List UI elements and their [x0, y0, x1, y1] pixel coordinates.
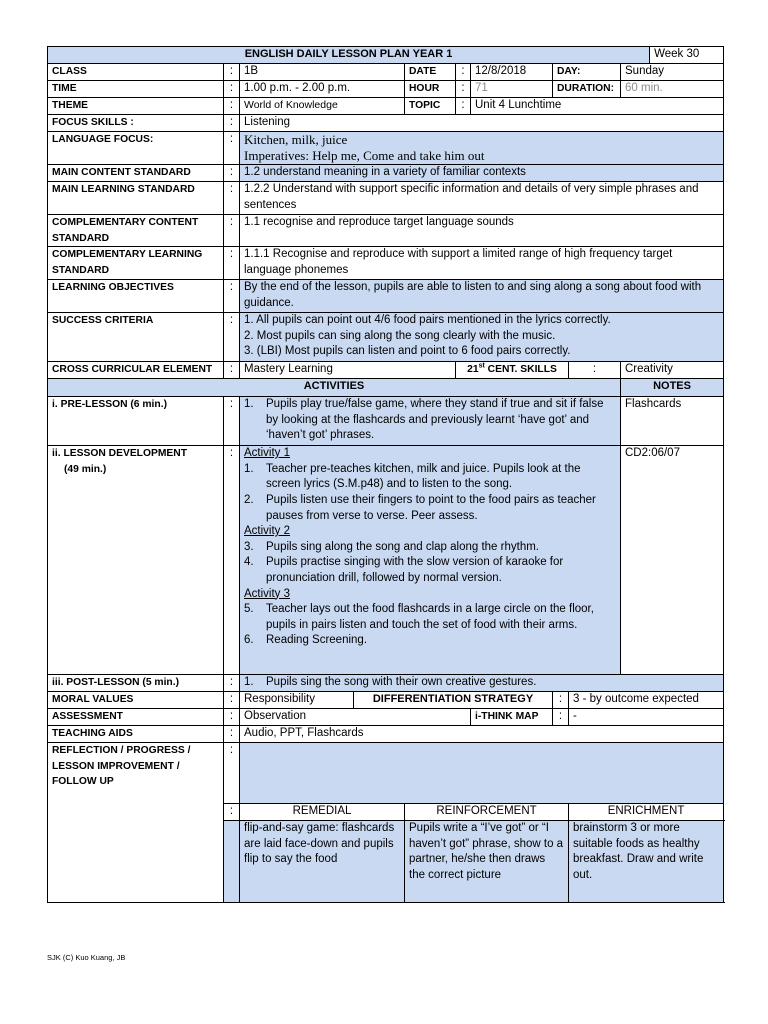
item-number: 2. — [244, 493, 254, 506]
moral-values-label: MORAL VALUES — [48, 692, 224, 709]
class-label: CLASS — [48, 64, 224, 81]
list-item — [244, 540, 616, 556]
enrichment-value: brainstorm 3 or more suitable foods as healthy breakfast. Draw and write out. — [569, 821, 724, 903]
main-content-standard-label: MAIN CONTENT STANDARD — [48, 165, 224, 182]
theme-label: THEME — [48, 98, 224, 115]
pre-lesson-notes: Flashcards — [621, 397, 724, 446]
language-focus-line: Kitchen, milk, juice — [244, 132, 348, 147]
item-number: 1. — [244, 676, 254, 689]
language-focus-line: Imperatives: Help me, Come and take him out — [244, 148, 485, 163]
list-item — [244, 397, 616, 444]
lesson-development-duration: (49 min.) — [64, 463, 107, 475]
lesson-development-notes: CD2:06/07 — [621, 446, 724, 675]
complementary-learning-standard-label: COMPLEMENTARY LEARNING STANDARD — [48, 247, 224, 280]
cent-skills-label — [456, 362, 569, 379]
colon: : — [224, 692, 240, 709]
item-number: 4. — [244, 556, 254, 569]
hour-value: 71 — [471, 81, 553, 98]
hour-label: HOUR — [405, 81, 456, 98]
colon: : — [224, 397, 240, 446]
colon: : — [224, 64, 240, 81]
lesson-development-label — [48, 446, 224, 675]
colon: : — [553, 709, 569, 726]
item-text: Pupils sing along the song and clap along the rhythm. — [266, 540, 539, 553]
list-item — [244, 675, 719, 691]
teaching-aids-label: TEACHING AIDS — [48, 726, 224, 743]
list-item — [244, 462, 616, 493]
colon: : — [224, 743, 240, 804]
main-content-standard-value: 1.2 understand meaning in a variety of familiar contexts — [240, 165, 724, 182]
language-focus-value — [240, 132, 724, 165]
colon: : — [553, 692, 569, 709]
lesson-development-title: ii. LESSON DEVELOPMENT — [52, 448, 188, 460]
language-focus-label: LANGUAGE FOCUS: — [48, 132, 224, 165]
colon: : — [224, 215, 240, 247]
list-item — [244, 602, 616, 633]
ithink-value: - — [569, 709, 724, 726]
success-criteria-item: 3. (LBI) Most pupils can listen and point to 6 food pairs correctly. — [244, 345, 571, 358]
notes-header: NOTES — [621, 379, 724, 397]
pre-lesson-content — [240, 397, 621, 446]
cross-curricular-label: CROSS CURRICULAR ELEMENT — [48, 362, 224, 379]
list-item — [244, 633, 616, 649]
colon: : — [224, 709, 240, 726]
date-label: DATE — [405, 64, 456, 81]
plan-title: ENGLISH DAILY LESSON PLAN YEAR 1 — [48, 47, 650, 64]
item-text: Teacher pre-teaches kitchen, milk and juice. Pupils look at the screen lyrics (S.M.p48) and to listen to the song. — [266, 462, 581, 491]
item-number: 1. — [244, 398, 254, 411]
item-number: 6. — [244, 634, 254, 647]
remedial-value: flip-and-say game: flashcards are laid face-down and pupils flip to say the food — [240, 821, 405, 903]
success-criteria-item: 1. All pupils can point out 4/6 food pairs mentioned in the lyrics correctly. — [244, 314, 611, 327]
spacer-cell — [224, 821, 240, 903]
complementary-content-standard-value: 1.1 recognise and reproduce target language sounds — [240, 215, 724, 247]
colon: : — [224, 115, 240, 132]
week-label: Week 30 — [650, 47, 724, 64]
reflection-value — [240, 743, 724, 804]
cent-skills-label-suffix: CENT. SKILLS — [484, 364, 557, 376]
colon: : — [224, 675, 240, 692]
list-item — [244, 493, 616, 524]
colon: : — [224, 362, 240, 379]
focus-skills-value: Listening — [240, 115, 724, 132]
colon: : — [224, 313, 240, 362]
colon: : — [224, 165, 240, 182]
colon: : — [224, 132, 240, 165]
list-item — [244, 555, 616, 586]
item-text: Pupils listen use their fingers to point to the food pairs as teacher pauses from verse to verse. Peer assess. — [266, 493, 596, 522]
colon: : — [224, 726, 240, 743]
item-text: Pupils practise singing with the slow version of karaoke for pronunciation drill, followed by normal version. — [266, 556, 564, 584]
post-lesson-label: iii. POST-LESSON (5 min.) — [48, 675, 224, 692]
success-criteria-item: 2. Most pupils can sing along the song clearly with the music. — [244, 329, 556, 342]
activity-heading: Activity 2 — [244, 525, 291, 538]
colon: : — [456, 98, 471, 115]
complementary-content-standard-label: COMPLEMENTARY CONTENT STANDARD — [48, 215, 224, 247]
activities-header: ACTIVITIES — [48, 379, 621, 397]
theme-value: World of Knowledge — [240, 98, 405, 115]
post-lesson-content — [240, 675, 724, 692]
reinforcement-header: REINFORCEMENT — [405, 804, 569, 821]
activity-heading: Activity 1 — [244, 447, 291, 460]
item-text: Teacher lays out the food flashcards in a large circle on the floor, pupils in pairs listen and touch the set of food with their arms. — [266, 603, 594, 631]
assessment-value: Observation — [240, 709, 471, 726]
cross-curricular-value: Mastery Learning — [240, 362, 456, 379]
item-text: Pupils play true/false game, where they stand if true and sit if false by looking at the flashcards and previously learnt ‘have got’ and ‘haven’t got’ phrases. — [266, 398, 604, 442]
colon: : — [456, 81, 471, 98]
colon: : — [224, 280, 240, 313]
learning-objectives-value: By the end of the lesson, pupils are able to listen to and sing along a song about food with guidance. — [240, 280, 724, 313]
date-value: 12/8/2018 — [471, 64, 553, 81]
cent-skills-label-prefix: 21 — [467, 364, 479, 376]
footer-text: SJK (C) Kuo Kuang, JB — [47, 953, 126, 962]
time-value: 1.00 p.m. - 2.00 p.m. — [240, 81, 405, 98]
colon: : — [224, 247, 240, 280]
reflection-label: REFLECTION / PROGRESS / LESSON IMPROVEMENT / FOLLOW UP — [48, 743, 224, 903]
success-criteria-label: SUCCESS CRITERIA — [48, 313, 224, 362]
colon: : — [224, 446, 240, 675]
teaching-aids-value: Audio, PPT, Flashcards — [240, 726, 724, 743]
differentiation-label: DIFFERENTIATION STRATEGY — [354, 692, 553, 709]
colon: : — [569, 362, 621, 379]
time-label: TIME — [48, 81, 224, 98]
cent-skills-value: Creativity — [621, 362, 724, 379]
topic-label: TOPIC — [405, 98, 456, 115]
activity-heading: Activity 3 — [244, 587, 291, 600]
learning-objectives-label: LEARNING OBJECTIVES — [48, 280, 224, 313]
item-number: 5. — [244, 603, 254, 616]
success-criteria-value — [240, 313, 724, 362]
ithink-label: i-THINK MAP — [471, 709, 553, 726]
colon: : — [224, 804, 240, 821]
lesson-development-content — [240, 446, 621, 675]
class-value: 1B — [240, 64, 405, 81]
colon: : — [224, 182, 240, 215]
moral-values-value: Responsibility — [240, 692, 354, 709]
item-number: 3. — [244, 540, 254, 553]
remedial-header: REMEDIAL — [240, 804, 405, 821]
item-text: Reading Screening. — [266, 634, 368, 647]
colon: : — [224, 98, 240, 115]
duration-label: DURATION: — [553, 81, 621, 98]
colon: : — [456, 64, 471, 81]
main-learning-standard-label: MAIN LEARNING STANDARD — [48, 182, 224, 215]
focus-skills-label: FOCUS SKILLS : — [48, 115, 224, 132]
lesson-plan-table — [47, 46, 724, 903]
complementary-learning-standard-value: 1.1.1 Recognise and reproduce with support a limited range of high frequency target language phonemes — [240, 247, 724, 280]
day-value: Sunday — [621, 64, 724, 81]
duration-value: 60 min. — [621, 81, 724, 98]
day-label: DAY: — [553, 64, 621, 81]
enrichment-header: ENRICHMENT — [569, 804, 724, 821]
topic-value: Unit 4 Lunchtime — [471, 98, 724, 115]
item-number: 1. — [244, 462, 254, 475]
item-text: Pupils sing the song with their own creative gestures. — [266, 676, 537, 689]
cent-skills-label-sup: st — [478, 362, 485, 370]
differentiation-value: 3 - by outcome expected — [569, 692, 724, 709]
colon: : — [224, 81, 240, 98]
main-learning-standard-value: 1.2.2 Understand with support specific information and details of very simple phrases and sentences — [240, 182, 724, 215]
pre-lesson-label: i. PRE-LESSON (6 min.) — [48, 397, 224, 446]
reinforcement-value: Pupils write a “I’ve got” or “I haven’t got” phrase, show to a partner, he/she then draws the correct picture — [405, 821, 569, 903]
assessment-label: ASSESSMENT — [48, 709, 224, 726]
